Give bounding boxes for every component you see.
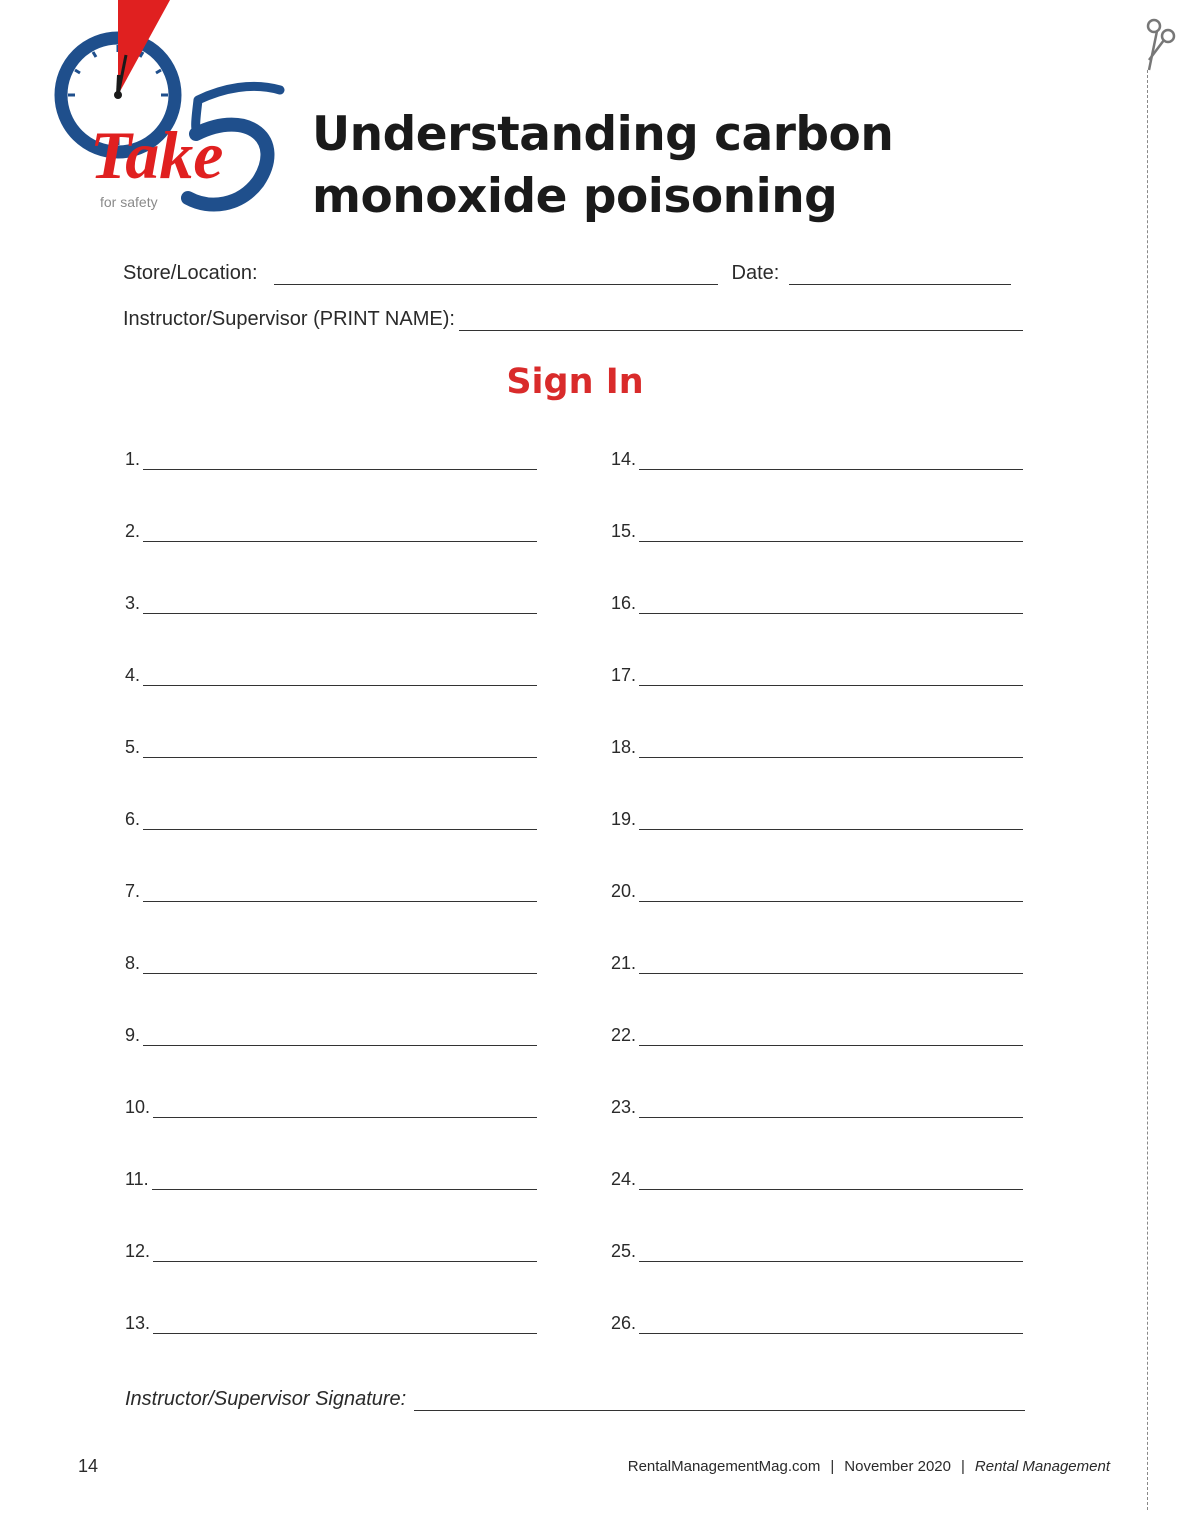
date-label: Date: [731,262,780,284]
name-field[interactable] [143,811,537,830]
sign-in-entry [611,1092,1023,1118]
instructor-name-field[interactable] [459,310,1023,331]
entry-number: 25. [611,1241,637,1261]
sign-in-entry [611,444,1023,470]
entry-number: 21. [611,953,637,973]
sign-in-entry [125,1308,537,1334]
entry-number: 15. [611,521,637,541]
instructor-name-label: Instructor/Supervisor (PRINT NAME): [123,308,455,330]
name-field[interactable] [639,811,1023,830]
name-field[interactable] [639,883,1023,902]
sign-in-entry [611,1164,1023,1190]
footer-separator: | [830,1458,835,1475]
sign-in-entry [125,588,537,614]
title-line-2: monoxide poisoning [312,169,838,224]
name-field[interactable] [143,595,537,614]
name-field[interactable] [639,955,1023,974]
svg-text:Take: Take [90,117,224,192]
sign-in-entry [125,1020,537,1046]
name-field[interactable] [639,523,1023,542]
entry-number: 10. [125,1097,151,1117]
store-date-row [123,262,1023,285]
page-title [312,104,893,228]
sign-in-list [125,444,1025,1344]
footer-separator: | [961,1458,965,1475]
name-field[interactable] [639,739,1023,758]
sign-in-entry [125,1164,537,1190]
entry-number: 17. [611,665,637,685]
name-field[interactable] [639,1315,1023,1334]
entry-number: 13. [125,1313,151,1333]
entry-number: 12. [125,1241,151,1261]
sign-in-entry [611,948,1023,974]
sign-in-entry [611,588,1023,614]
sign-in-entry [611,1236,1023,1262]
logo-tagline: for safety [100,194,158,210]
sign-in-entry [125,876,537,902]
cut-line [1147,70,1148,1510]
instructor-row [123,308,1023,331]
title-line-1: Understanding carbon [312,107,894,162]
page-number: 14 [78,1456,99,1476]
entry-number: 24. [611,1169,637,1189]
sign-in-entry [611,1020,1023,1046]
entry-number: 19. [611,809,637,829]
name-field[interactable] [152,1171,537,1190]
name-field[interactable] [639,667,1023,686]
sign-in-entry [611,1308,1023,1334]
footer-site: RentalManagementMag.com [627,1458,821,1475]
entry-number: 4. [125,665,141,685]
store-location-label: Store/Location: [123,262,258,284]
entry-number: 18. [611,737,637,757]
signature-row [125,1388,1025,1411]
entry-number: 8. [125,953,141,973]
entry-number: 16. [611,593,637,613]
sign-in-entry [611,804,1023,830]
entry-number: 23. [611,1097,637,1117]
footer-issue: November 2020 [844,1458,951,1475]
entry-number: 7. [125,881,141,901]
name-field[interactable] [639,451,1023,470]
entry-number: 2. [125,521,141,541]
sign-in-entry [611,876,1023,902]
take-5-logo [48,0,288,220]
name-field[interactable] [153,1099,537,1118]
sign-in-entry [611,660,1023,686]
name-field[interactable] [639,1171,1023,1190]
sign-in-entry [125,1236,537,1262]
signature-field[interactable] [414,1390,1025,1411]
sign-in-entry [125,948,537,974]
sign-in-entry [125,444,537,470]
entry-number: 6. [125,809,141,829]
name-field[interactable] [153,1315,537,1334]
entry-number: 9. [125,1025,141,1045]
footer-magazine: Rental Management [974,1458,1110,1475]
entry-number: 1. [125,449,141,469]
name-field[interactable] [143,523,537,542]
page-footer [628,1458,1110,1475]
date-field[interactable] [789,264,1011,285]
scissors-icon [1140,14,1180,79]
sign-in-entry [611,516,1023,542]
name-field[interactable] [143,739,537,758]
name-field[interactable] [639,1243,1023,1262]
sign-in-entry [125,732,537,758]
entry-number: 11. [125,1169,149,1189]
name-field[interactable] [143,883,537,902]
entry-number: 14. [611,449,637,469]
take-wordmark [88,112,278,192]
name-field[interactable] [143,1027,537,1046]
entry-number: 22. [611,1025,637,1045]
name-field[interactable] [639,1027,1023,1046]
name-field[interactable] [143,451,537,470]
sign-in-entry [611,732,1023,758]
store-location-field[interactable] [274,264,718,285]
name-field[interactable] [143,667,537,686]
name-field[interactable] [639,595,1023,614]
entry-number: 26. [611,1313,637,1333]
entry-number: 5. [125,737,141,757]
sign-in-entry [125,516,537,542]
signature-label: Instructor/Supervisor Signature: [125,1388,407,1410]
sign-in-entry [125,1092,537,1118]
entry-number: 20. [611,881,637,901]
name-field[interactable] [153,1243,537,1262]
entry-number: 3. [125,593,141,613]
name-field[interactable] [143,955,537,974]
sign-in-heading: Sign In [506,362,644,402]
sign-in-entry [125,804,537,830]
sign-in-entry [125,660,537,686]
name-field[interactable] [639,1099,1023,1118]
